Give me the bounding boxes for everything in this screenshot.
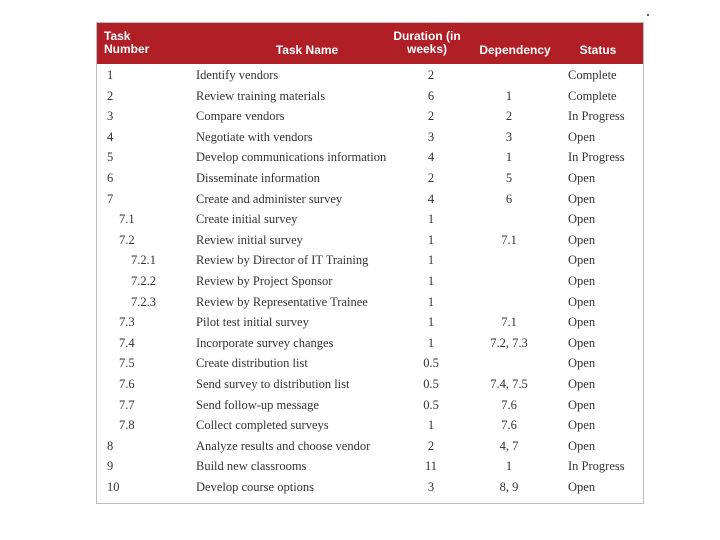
task-name-cell: Build new classrooms [196, 459, 307, 474]
task-number-cell: 7 [107, 191, 114, 206]
table-row [97, 312, 643, 333]
duration-cell: 0.5 [423, 356, 439, 371]
task-number-cell: 7.3 [119, 315, 135, 330]
task-number-cell: 7.6 [119, 376, 135, 391]
dependency-cell: 7.1 [501, 232, 517, 247]
duration-cell: 1 [427, 232, 435, 247]
task-name-cell: Review by Director of IT Training [196, 253, 369, 268]
status-cell: In Progress [568, 109, 625, 124]
task-number-cell: 7.2.3 [131, 294, 156, 309]
task-name-cell: Develop course options [196, 479, 315, 494]
status-cell: Open [568, 170, 596, 185]
duration-cell: 1 [427, 212, 435, 227]
duration-cell: 1 [427, 315, 435, 330]
duration-cell: 4 [427, 150, 435, 165]
table-row [97, 168, 643, 189]
task-number-cell: 8 [107, 438, 114, 453]
task-name-cell: Analyze results and choose vendor [196, 438, 371, 453]
dependency-cell: 1 [505, 150, 513, 165]
table-row [97, 436, 643, 457]
task-name-cell: Review by Project Sponsor [196, 273, 333, 288]
dependency-cell: 1 [505, 88, 513, 103]
task-name-cell: Review training materials [196, 88, 326, 103]
task-number-cell: 6 [107, 170, 114, 185]
header-task-number: Task Number [104, 29, 150, 56]
table-row [97, 353, 643, 374]
task-name-cell: Develop communications information [196, 150, 387, 165]
table-row [97, 209, 643, 230]
status-cell: Complete [568, 88, 617, 103]
table-row [97, 86, 643, 107]
task-number-cell: 7.2 [119, 232, 135, 247]
status-cell: Open [568, 273, 596, 288]
status-cell: Open [568, 397, 596, 412]
duration-cell: 0.5 [423, 397, 439, 412]
task-number-cell: 3 [107, 109, 114, 124]
task-name-cell: Create initial survey [196, 212, 298, 227]
header-task-name: Task Name [275, 43, 339, 57]
task-number-cell: 2 [107, 88, 114, 103]
status-cell: Open [568, 315, 596, 330]
status-cell: In Progress [568, 459, 625, 474]
task-number-cell: 7.4 [119, 335, 135, 350]
table-row [97, 127, 643, 148]
status-cell: Open [568, 191, 596, 206]
table-row [97, 477, 643, 498]
task-number-cell: 10 [107, 479, 120, 494]
status-cell: Complete [568, 68, 617, 82]
task-name-cell: Identify vendors [196, 68, 279, 82]
header-status: Status [579, 43, 617, 57]
task-name-cell: Review initial survey [196, 232, 303, 247]
duration-cell: 2 [427, 109, 435, 124]
dependency-cell: 6 [505, 191, 513, 206]
status-cell: Open [568, 356, 596, 371]
dependency-cell: 7.4, 7.5 [490, 376, 528, 391]
task-name-cell: Collect completed surveys [196, 418, 329, 433]
task-number-cell: 7.7 [119, 397, 135, 412]
task-number-cell: 7.5 [119, 356, 135, 371]
dependency-cell: 1 [505, 459, 513, 474]
dependency-cell: 7.2, 7.3 [490, 335, 528, 350]
duration-cell: 6 [427, 88, 435, 103]
duration-cell: 0.5 [423, 376, 439, 391]
task-table [96, 22, 644, 504]
status-cell: Open [568, 376, 596, 391]
duration-cell: 1 [427, 273, 435, 288]
table-row [97, 189, 643, 210]
duration-cell: 1 [427, 335, 435, 350]
status-cell: Open [568, 212, 596, 227]
status-cell: Open [568, 253, 596, 268]
table-header [97, 23, 643, 64]
table-row [97, 250, 643, 271]
task-number-cell: 7.8 [119, 418, 135, 433]
task-name-cell: Review by Representative Trainee [196, 294, 368, 309]
duration-cell: 2 [427, 68, 435, 82]
dependency-cell: 2 [505, 109, 513, 124]
task-name-cell: Create distribution list [196, 356, 308, 371]
table-row [97, 271, 643, 292]
task-number-cell: 9 [107, 459, 114, 474]
task-name-cell: Incorporate survey changes [196, 335, 334, 350]
dependency-cell: 7.1 [501, 315, 517, 330]
duration-cell: 2 [427, 438, 435, 453]
status-cell: Open [568, 294, 596, 309]
task-name-cell: Disseminate information [196, 170, 320, 185]
task-number-cell: 5 [107, 150, 114, 165]
duration-cell: 3 [427, 129, 435, 144]
status-cell: Open [568, 129, 596, 144]
task-name-cell: Pilot test initial survey [196, 315, 309, 330]
status-cell: Open [568, 438, 596, 453]
table-row [97, 106, 643, 127]
dependency-cell: 7.6 [501, 418, 517, 433]
dependency-cell: 7.6 [501, 397, 517, 412]
table-row [97, 230, 643, 251]
duration-cell: 1 [427, 253, 435, 268]
table-row [97, 147, 643, 168]
task-number-cell: 7.2.2 [131, 273, 156, 288]
task-name-cell: Negotiate with vendors [196, 129, 313, 144]
status-cell: In Progress [568, 150, 625, 165]
dependency-cell: 4, 7 [499, 438, 519, 453]
dependency-cell: 3 [505, 129, 513, 144]
table-row [97, 333, 643, 354]
duration-cell: 3 [427, 479, 435, 494]
task-number-cell: 7.1 [119, 212, 135, 227]
duration-cell: 4 [427, 191, 435, 206]
header-duration: Duration (in weeks) [393, 29, 461, 56]
table-body [97, 65, 643, 497]
status-cell: Open [568, 335, 596, 350]
dependency-cell: 8, 9 [499, 479, 519, 494]
status-cell: Open [568, 479, 596, 494]
task-number-cell: 1 [107, 68, 114, 82]
table-row [97, 292, 643, 313]
task-name-cell: Send follow-up message [196, 397, 319, 412]
task-number-cell: 7.2.1 [131, 253, 156, 268]
dependency-cell: 5 [505, 170, 513, 185]
table-row [97, 395, 643, 416]
duration-cell: 1 [427, 418, 435, 433]
table-row [97, 415, 643, 436]
task-name-cell: Create and administer survey [196, 191, 343, 206]
task-number-cell: 4 [107, 129, 114, 144]
table-row [97, 65, 643, 86]
duration-cell: 11 [424, 459, 438, 474]
task-name-cell: Compare vendors [196, 109, 285, 124]
header-dependency: Dependency [479, 43, 551, 57]
status-cell: Open [568, 418, 596, 433]
duration-cell: 1 [427, 294, 435, 309]
task-name-cell: Send survey to distribution list [196, 376, 350, 391]
duration-cell: 2 [427, 170, 435, 185]
table-row [97, 456, 643, 477]
status-cell: Open [568, 232, 596, 247]
table-row [97, 374, 643, 395]
corner-mark [647, 14, 649, 16]
